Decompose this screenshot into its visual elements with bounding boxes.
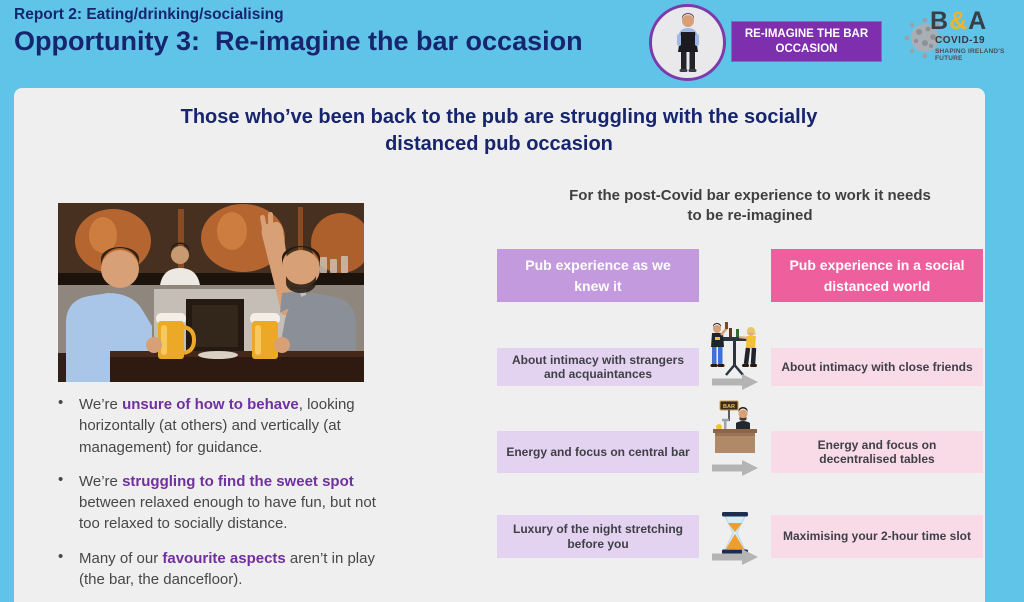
hourglass-icon (720, 512, 750, 554)
compare-row-left: About intimacy with strangers and acquaintances (497, 348, 699, 386)
ampersand: & (949, 7, 969, 35)
highlight-text: unsure of how to behave (122, 396, 299, 413)
column-header-before: Pub experience as we knew it (497, 249, 699, 302)
tagline: SHAPING IRELAND'S FUTURE (935, 48, 1005, 62)
bullet-text: • Many of our favourite aspects aren’t in play (the bar, the dancefloor). (79, 549, 375, 589)
covid-label: COVID-19 (935, 35, 986, 46)
bullet-item (56, 394, 416, 458)
compare-row-left: Energy and focus on central bar (497, 431, 699, 473)
topic-badge: RE-IMAGINE THE BAR OCCASION (731, 21, 882, 62)
column-header-after: Pub experience in a social distanced world (771, 249, 983, 302)
bullet-text: • We’re struggling to find the sweet spot between relaxed enough to have fun, but not too relaxed to socially distance. (79, 472, 376, 533)
card-title: Those who’ve been back to the pub are struggling with the socially distanced pub occasion (180, 106, 818, 155)
highlight-text: favourite aspects (162, 549, 286, 567)
compare-row-right: Maximising your 2-hour time slot (771, 515, 983, 558)
arrow-right-icon (712, 549, 758, 565)
bartender-avatar (649, 4, 726, 81)
bullet-item (56, 548, 416, 591)
arrow-right-icon (712, 460, 758, 476)
compare-heading: For the post-Covid bar experience to work it needs to be re-imagined (569, 187, 931, 225)
highlight-text: struggling to find the sweet spot (122, 472, 354, 490)
bar-counter-icon (711, 399, 759, 459)
bullet-text: • We’re unsure of how to behave, looking horizontally (at others) and vertically (at management) for guidance. (79, 396, 355, 456)
svg-text:BAR: BAR (723, 404, 735, 410)
people-at-table-icon (708, 320, 762, 378)
ba-logo (903, 9, 1023, 71)
pub-photo (58, 203, 364, 382)
compare-row-right: About intimacy with close friends (771, 348, 983, 386)
compare-row-right: Energy and focus on decentralised tables (771, 431, 983, 473)
report-label: Report 2: Eating/drinking/socialising (14, 6, 284, 23)
arrow-right-icon (712, 374, 758, 390)
compare-row-left: Luxury of the night stretching before you (497, 515, 699, 558)
bullet-item (56, 471, 416, 535)
page-title: Opportunity 3: Re-imagine the bar occasion (14, 26, 583, 56)
bartender-avatar-icon (666, 12, 710, 74)
content-card (14, 88, 985, 602)
bullet-list (56, 394, 416, 602)
brand-text: B&A (930, 7, 988, 35)
